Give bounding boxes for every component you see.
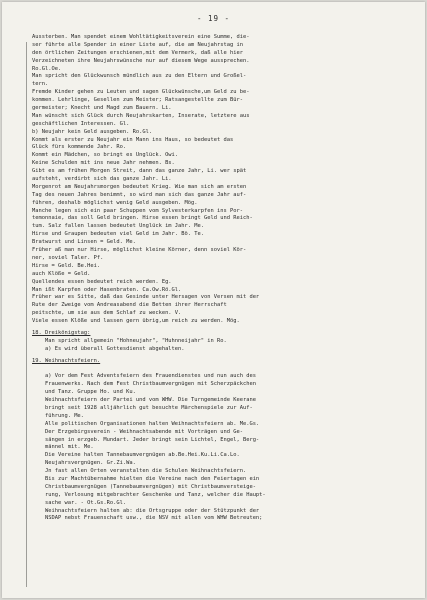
text-line: Früher aß man nur Hirse, möglichst kleine Körner, denn soviel Kör-: [32, 247, 247, 254]
text-line: führen, deshalb möglichst wenig Geld ausgeben. Mög.: [32, 199, 198, 206]
text-line: Manche legen sich ein paar Schuppen vom Sylvesterkarpfen ins Por-: [32, 207, 243, 214]
text-line: Ro.Gl.Oe.: [32, 65, 62, 72]
section-heading: 19. Weihnachtsfeiern.: [32, 357, 101, 364]
document-page: [2, 2, 425, 598]
text-line: a) Vor dem Fest Adventsfeiern des Frauendienstes und nun auch des: [32, 373, 256, 380]
text-line: männel mit. Me.: [32, 444, 94, 451]
text-line: geschäftlichen Interessen. Gl.: [32, 120, 130, 127]
text-line: Man spricht den Glückwunsch mündlich aus zu den Eltern und Großel-: [32, 73, 247, 80]
text-line: Kommt ein Mädchen, so bringt es Unglück. Owi.: [32, 152, 179, 159]
text-line: Neujahrsvergnügen. Gr.Zi.Wa.: [32, 460, 136, 467]
text-line: Früher war es Sitte, daß das Gesinde unter Hersagen von Versen mit der: [32, 294, 260, 301]
text-line: temonnaie, das soll Geld bringen. Hirse essen bringt Geld und Reich-: [32, 215, 253, 222]
text-line: Christbaumvergnügen (Tannebaumvergnügen) mit Christbaumversteige-: [32, 483, 256, 490]
text-line: Quellendes essen bedeutet reich werden. Eg.: [32, 278, 172, 285]
text-line: ner, soviel Taler. Pf.: [32, 254, 104, 261]
text-line: sache war. - Ot.Gs.Ro.Gl.: [32, 499, 127, 506]
text-line: Weihnachtsfeiern der Partei und vom WHW. Die Turngemeinde Keerane: [32, 397, 256, 404]
text-line: Frauenwerks. Nach dem Fest Christbaumvergnügen mit Scherzpäckchen: [32, 381, 256, 388]
text-line: Verzeichneten ihre Neujahrswünsche nur auf diesem Wege aussprechen.: [32, 57, 250, 64]
text-line: Tag des neuen Jahres benimmt, so wird man sich das ganze Jahr auf-: [32, 191, 247, 198]
text-line: Hirse und Graupen bedeuten viel Geld im Jahr. Bö. Te.: [32, 231, 205, 238]
page-number: - 19 -: [196, 14, 231, 23]
text-line: Die Vereine halten Tannebaumvergnügen ab.Be.Hei.Ku.Li.Ca.Lo.: [32, 452, 240, 459]
text-line: Alle politischen Organisationen halten Weihnachtsfeiern ab. Me.Gs.: [32, 420, 260, 427]
text-line: aufsteht, verdirbt sich das ganze Jahr. Li.: [32, 176, 172, 183]
text-line: und Tanz. Gruppe Ho. und Ku.: [32, 389, 136, 396]
text-line: kommen. Lehrlinge, Gesellen zum Meister; Ratsangestellte zum Bür-: [32, 97, 243, 104]
text-line: Hirse = Geld. Be.Hei.: [32, 262, 101, 269]
text-line: Rute der Zweige vom Andreasabend die Betten ihrer Herrschaft: [32, 302, 227, 309]
text-line: [32, 366, 417, 374]
text-line: Man wünscht sich Glück durch Neujahrskarten, Inserate, letztere aus: [32, 112, 250, 119]
text-line: Man ißt Karpfen oder Hasenbraten. Ca.Ow.Rö.Gl.: [32, 286, 182, 293]
text-line: Der Erzgebirgsverein - Weihnachtsabende mit Vorträgen und Ge-: [32, 428, 243, 435]
text-line: Morgenrot am Neujahrsmorgen bedeutet Krieg. Wie man sich am ersten: [32, 183, 247, 190]
section-heading: 18. Dreikönigstag:: [32, 329, 91, 336]
text-line: b) Neujahr kein Geld ausgeben. Ro.Gl.: [32, 128, 153, 135]
text-line: tern.: [32, 81, 49, 88]
text-line: bringt seit 1928 alljährlich gut besuchte Märchenspiele zur Auf-: [32, 404, 253, 411]
text-line: Keine Schulden mit ins neue Jahr nehmen. Bs.: [32, 160, 175, 167]
text-line: Glück fürs kommende Jahr. Ro.: [32, 144, 127, 151]
text-line: peitschte, um sie aus dem Schlaf zu wecken. V.: [32, 310, 182, 317]
text-line: Kommt als erster zu Neujahr ein Mann ins Haus, so bedeutet das: [32, 136, 234, 143]
text-line: Jn fast allen Orten veranstalten die Schulen Weihnachtsfeiern.: [32, 468, 247, 475]
text-line: Weihnachtsfeiern halten ab: die Ortsgruppe oder der Stützpunkt der: [32, 507, 260, 514]
text-line: tum. Salz fallen lassen bedeutet Unglück im Jahr. Me.: [32, 223, 205, 230]
text-line: führung. Me.: [32, 412, 84, 419]
text-line: Aussterben. Man spendet einem Wohltätigkeitsverein eine Summe, die-: [32, 34, 250, 40]
text-line: Gibt es am frühen Morgen Streit, dann das ganze Jahr, Li. wer spät: [32, 168, 247, 175]
text-line: ser führte alle Spender in einer Liste auf, die am Neujahrstag in: [32, 41, 243, 48]
text-line: NSDAP nebst Frauenschaft usw., die NSV mit allen vom WHW Betreuten;: [32, 515, 263, 522]
text-line: a) Es wird überall Gottesdienst abgehalten.: [32, 345, 185, 352]
document-body: [32, 34, 417, 523]
text-line: Viele essen Klöße und lassen gern übrig,um reich zu werden. Mög.: [32, 318, 240, 325]
text-line: sängen in erzgeb. Mundart. Jeder bringt sein Lichtel, Engel, Berg-: [32, 436, 260, 443]
text-line: Bis zur Machtübernahme hielten die Vereine nach den Feiertagen ein: [32, 475, 260, 482]
text-line: Fremde Kinder gehen zu Leuten und sagen Glückwünsche,um Geld zu be-: [32, 89, 250, 96]
text-line: Man spricht allgemein "Hohneujahr", "Huhnneijahr" in Ro.: [32, 337, 227, 344]
text-line: den örtlichen Zeitungen erschienen,mit dem Vermerk, daß alle hier: [32, 49, 243, 56]
text-line: auch Klöße = Geld.: [32, 270, 91, 277]
left-margin-rule: [26, 42, 27, 587]
text-line: germeister; Knecht und Magd zum Bauern. Li.: [32, 105, 172, 112]
text-line: rung, Verlosung mitgebrachter Geschenke und Tanz, welcher die Haupt-: [32, 491, 266, 498]
text-line: Bratwurst und Linsen = Geld. Me.: [32, 239, 136, 246]
